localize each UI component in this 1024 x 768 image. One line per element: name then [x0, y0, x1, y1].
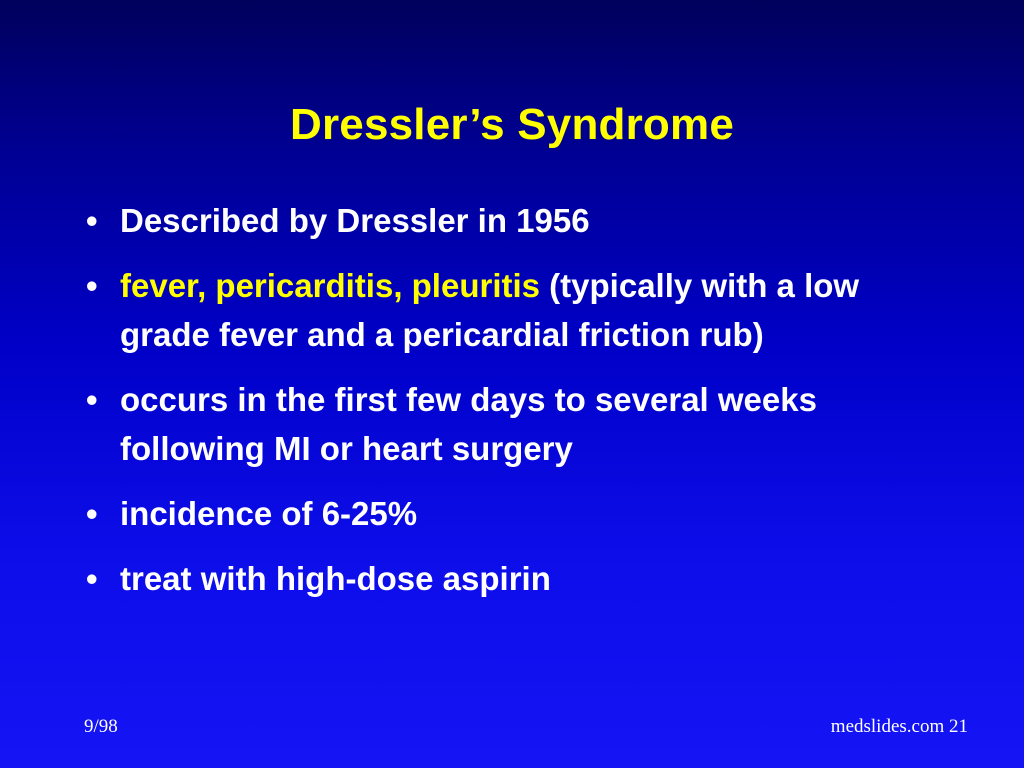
bullet-list [78, 196, 968, 619]
list-item [78, 489, 968, 538]
bullet-text-triad [120, 261, 910, 359]
bullet-text-timing: occurs in the first few days to several weeks following MI or heart surgery [120, 381, 817, 467]
bullet-text-treatment: treat with high-dose aspirin [120, 560, 551, 597]
list-item [78, 375, 968, 473]
bullet-marker-icon: • [86, 267, 98, 304]
bullet-detail-triad: (typically with a low grade fever and a pericardial friction rub) [120, 267, 860, 353]
list-item [78, 261, 968, 359]
list-item [78, 196, 968, 245]
bullet-highlight-triad: fever, pericarditis, pleuritis [120, 267, 541, 304]
bullet-marker-icon: • [86, 381, 98, 418]
slide-source-footer: medslides.com 21 [830, 716, 968, 737]
bullet-text-described-by: Described by Dressler in 1956 [120, 202, 590, 239]
bullet-marker-icon: • [86, 495, 98, 532]
slide-date-footer: 9/98 [84, 716, 118, 737]
list-item [78, 554, 968, 603]
slide-title: Dressler’s Syndrome [289, 100, 734, 149]
bullet-marker-icon: • [86, 202, 98, 239]
bullet-text-incidence: incidence of 6-25% [120, 495, 418, 532]
bullet-marker-icon: • [86, 560, 98, 597]
